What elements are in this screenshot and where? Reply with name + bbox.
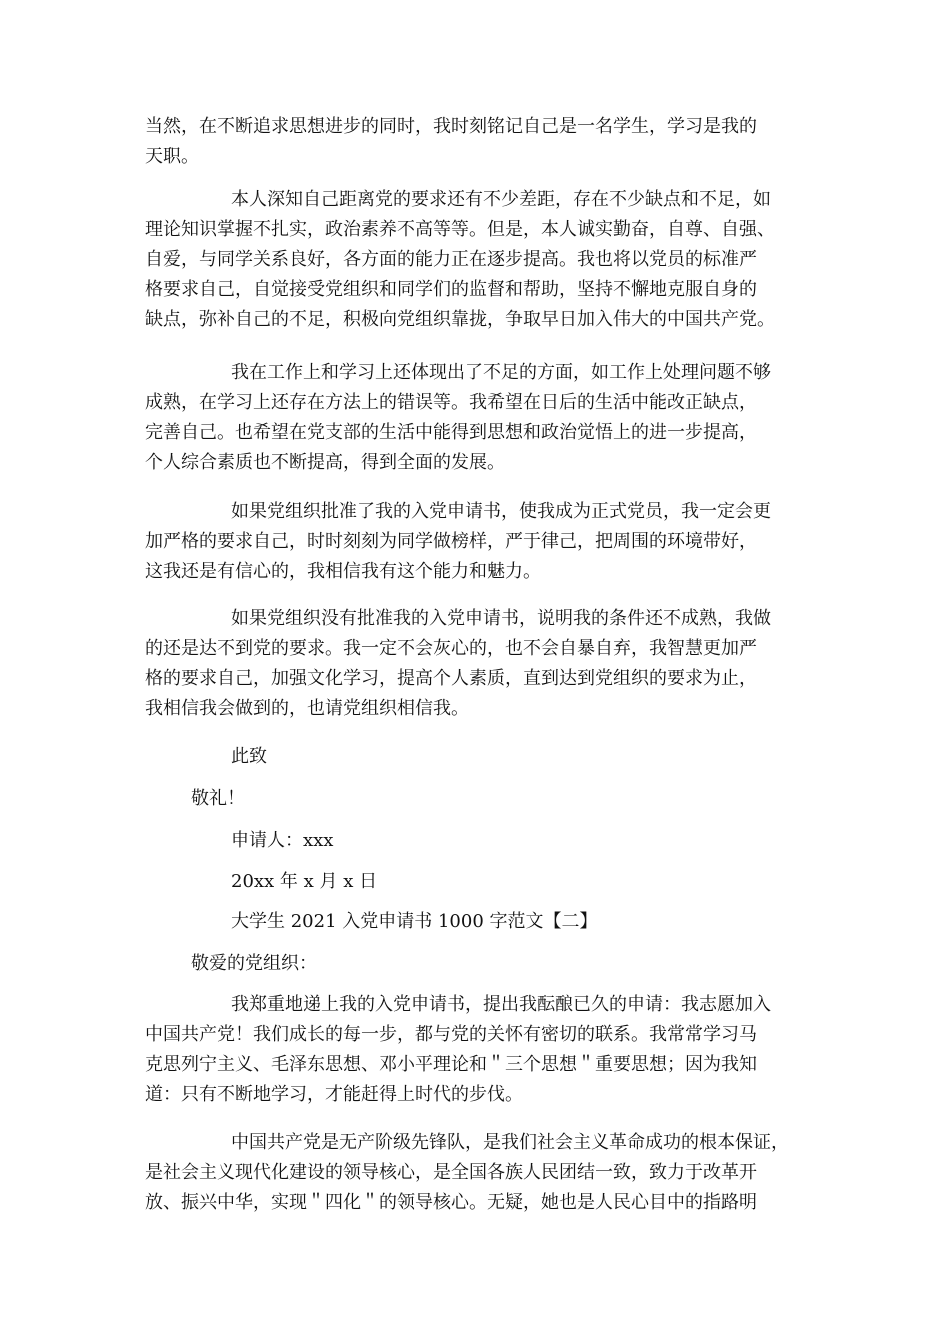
- text-line: 这我还是有信心的，我相信我有这个能力和魅力。: [145, 561, 541, 582]
- text-line: 格的要求自己，加强文化学习，提高个人素质，直到达到党组织的要求为止，: [145, 668, 757, 689]
- text-line: 自爱，与同学关系良好，各方面的能力正在逐步提高。我也将以党员的标准严: [145, 249, 757, 270]
- text-line: 大学生 2021 入党申请书 1000 字范文【二】: [231, 911, 598, 932]
- text-line: 道：只有不断地学习，才能赶得上时代的步伐。: [145, 1084, 523, 1105]
- text-line: 加严格的要求自己，时时刻刻为同学做榜样，严于律己，把周围的环境带好，: [145, 531, 757, 552]
- text-line: 天职。: [145, 146, 199, 167]
- closing-salutation: [145, 742, 825, 772]
- paragraph-2: [145, 185, 825, 335]
- text-line: 理论知识掌握不扎实，政治素养不高等等。但是，本人诚实勤奋，自尊、自强、: [145, 219, 775, 240]
- closing-respect: [145, 784, 825, 814]
- text-line: 敬爱的党组织：: [191, 953, 317, 974]
- text-line: 成熟，在学习上还存在方法上的错误等。我希望在日后的生活中能改正缺点，: [145, 392, 757, 413]
- text-line: 格要求自己，自觉接受党组织和同学们的监督和帮助，坚持不懈地克服自身的: [145, 279, 757, 300]
- greeting: [145, 949, 825, 979]
- text-line: 我相信我会做到的，也请党组织相信我。: [145, 698, 469, 719]
- text-line: 放、振兴中华，实现＂四化＂的领导核心。无疑，她也是人民心目中的指路明: [145, 1192, 757, 1213]
- text-line: 我在工作上和学习上还体现出了不足的方面，如工作上处理问题不够: [231, 362, 771, 383]
- paragraph-6: [145, 990, 825, 1110]
- text-line: 当然，在不断追求思想进步的同时，我时刻铭记自己是一名学生，学习是我的: [145, 116, 757, 137]
- text-line: 申请人：xxx: [231, 830, 334, 851]
- paragraph-5: [145, 604, 825, 724]
- text-line: 本人深知自己距离党的要求还有不少差距，存在不少缺点和不足，如: [231, 189, 771, 210]
- text-line: 如果党组织批准了我的入党申请书，使我成为正式党员，我一定会更: [231, 501, 771, 522]
- text-line: 完善自己。也希望在党支部的生活中能得到思想和政治觉悟上的进一步提高，: [145, 422, 757, 443]
- text-line: 克思列宁主义、毛泽东思想、邓小平理论和＂三个思想＂重要思想；因为我知: [145, 1054, 757, 1075]
- document-date: [145, 867, 825, 897]
- text-line: 敬礼！: [191, 788, 245, 809]
- text-line: 中国共产党是无产阶级先锋队，是我们社会主义革命成功的根本保证，: [231, 1132, 789, 1153]
- text-line: 是社会主义现代化建设的领导核心，是全国各族人民团结一致，致力于改革开: [145, 1162, 757, 1183]
- text-line: 个人综合素质也不断提高，得到全面的发展。: [145, 452, 505, 473]
- text-line: 中国共产党！我们成长的每一步，都与党的关怀有密切的联系。我常常学习马: [145, 1024, 757, 1045]
- paragraph-7: [145, 1128, 825, 1218]
- paragraph-4: [145, 497, 825, 587]
- text-line: 我郑重地递上我的入党申请书，提出我酝酿已久的申请：我志愿加入: [231, 994, 771, 1015]
- paragraph-1: [145, 112, 825, 172]
- text-line: 此致: [231, 746, 267, 767]
- paragraph-3: [145, 358, 825, 478]
- text-line: 20xx 年 x 月 x 日: [231, 871, 378, 892]
- text-line: 缺点，弥补自己的不足，积极向党组织靠拢，争取早日加入伟大的中国共产党。: [145, 309, 775, 330]
- section-heading: [145, 907, 825, 937]
- text-line: 如果党组织没有批准我的入党申请书，说明我的条件还不成熟，我做: [231, 608, 771, 629]
- text-line: 的还是达不到党的要求。我一定不会灰心的，也不会自暴自弃，我智慧更加严: [145, 638, 757, 659]
- applicant-signature: [145, 826, 825, 856]
